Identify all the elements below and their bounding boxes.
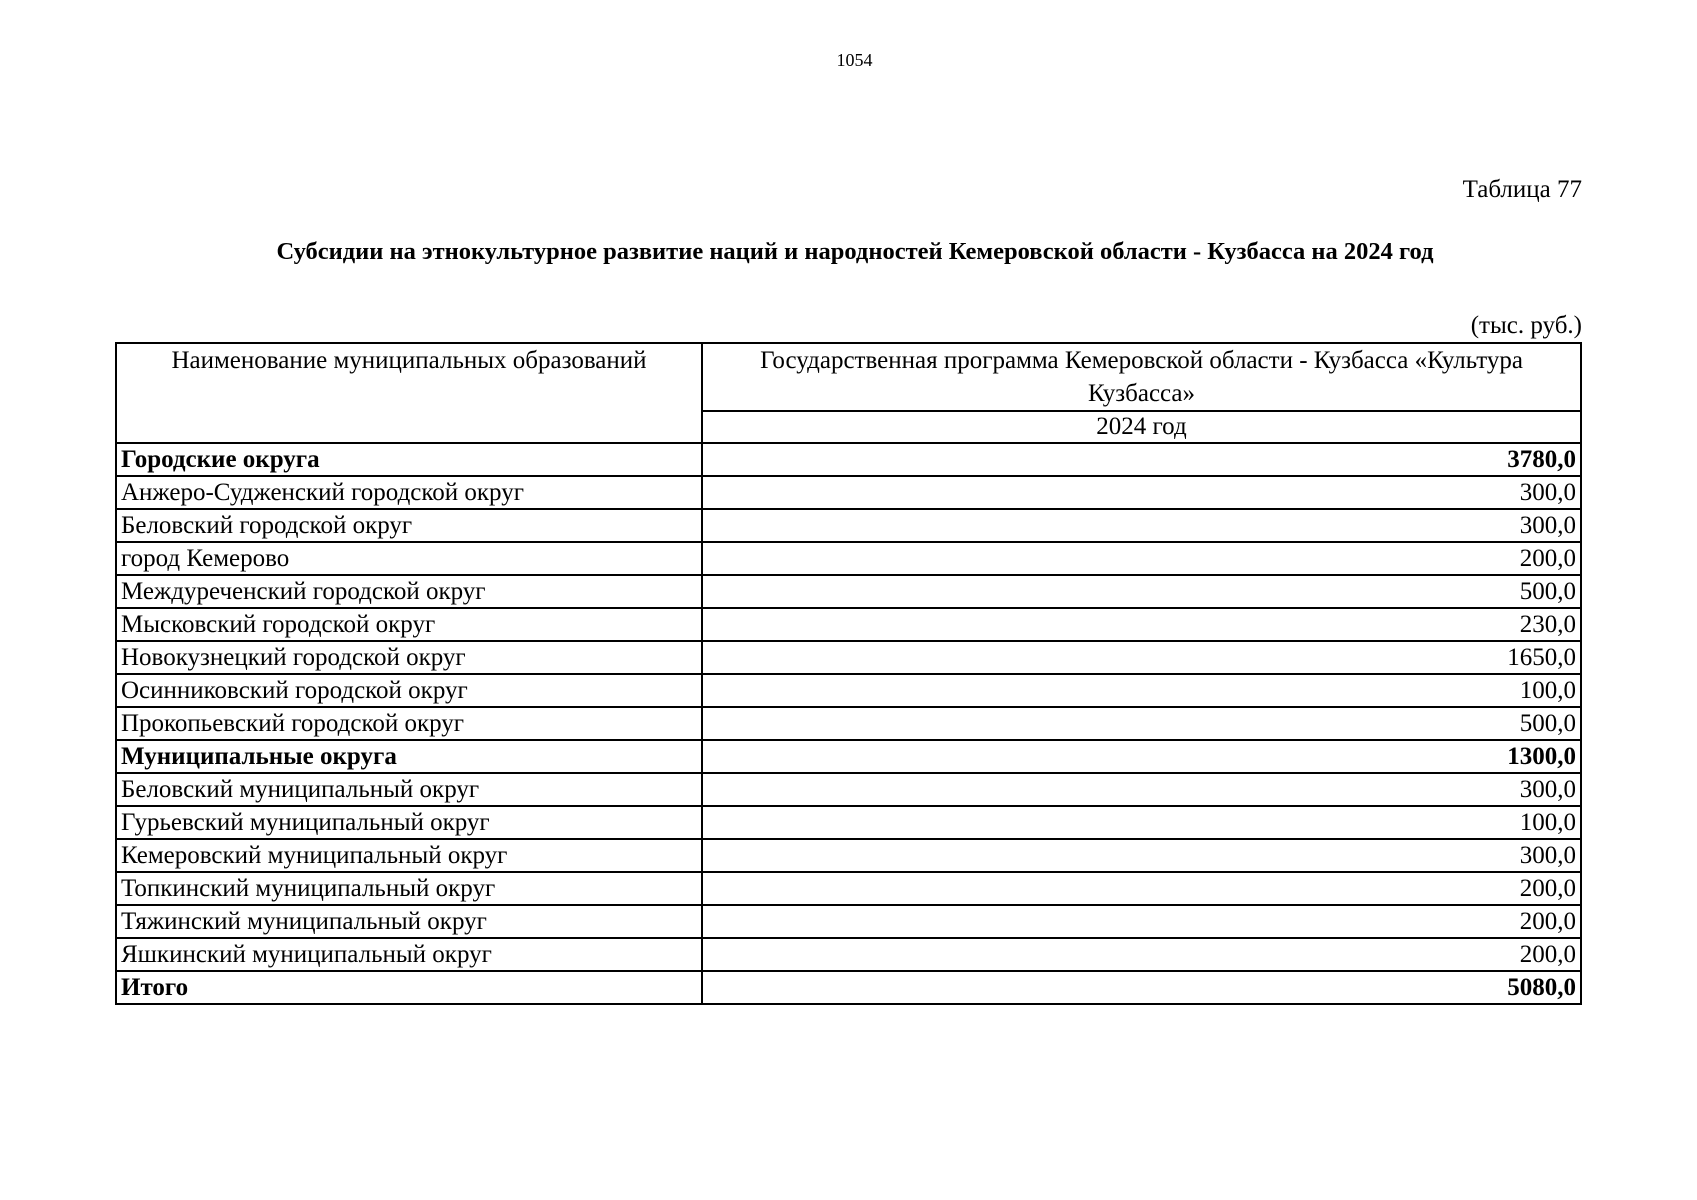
table-row <box>116 773 1581 806</box>
table-row <box>116 707 1581 740</box>
subsidy-amount: 200,0 <box>702 905 1581 938</box>
municipality-name: город Кемерово <box>116 542 702 575</box>
table-row <box>116 839 1581 872</box>
table-label: Таблица 77 <box>1462 176 1582 203</box>
units-label: (тыс. руб.) <box>1470 312 1582 339</box>
municipality-name: Тяжинский муниципальный округ <box>116 905 702 938</box>
subsidy-amount: 300,0 <box>702 839 1581 872</box>
subsidy-amount: 500,0 <box>702 707 1581 740</box>
table-row <box>116 575 1581 608</box>
subsidy-amount: 3780,0 <box>702 443 1581 476</box>
table-row <box>116 509 1581 542</box>
table-row <box>116 872 1581 905</box>
municipality-name: Беловский городской округ <box>116 509 702 542</box>
subsidy-amount: 300,0 <box>702 476 1581 509</box>
subsidy-amount: 300,0 <box>702 509 1581 542</box>
table-row <box>116 641 1581 674</box>
table-row <box>116 905 1581 938</box>
table-row <box>116 608 1581 641</box>
header-program-column: Государственная программа Кемеровской области - Кузбасса «Культура Кузбасса» <box>702 343 1581 411</box>
group-row <box>116 740 1581 773</box>
municipality-name: Новокузнецкий городской округ <box>116 641 702 674</box>
table-row <box>116 674 1581 707</box>
municipality-name: Междуреченский городской округ <box>116 575 702 608</box>
total-label: Итого <box>116 971 702 1004</box>
subsidy-amount: 230,0 <box>702 608 1581 641</box>
total-row <box>116 971 1581 1004</box>
table-row <box>116 476 1581 509</box>
subsidy-amount: 300,0 <box>702 773 1581 806</box>
subsidy-amount: 200,0 <box>702 542 1581 575</box>
municipality-name: Яшкинский муниципальный округ <box>116 938 702 971</box>
table-row <box>116 938 1581 971</box>
header-name-column: Наименование муниципальных образований <box>116 343 702 443</box>
subsidy-amount: 200,0 <box>702 938 1581 971</box>
municipality-name: Мысковский городской округ <box>116 608 702 641</box>
table-row <box>116 542 1581 575</box>
subsidies-table <box>115 342 1582 1005</box>
municipality-name: Топкинский муниципальный округ <box>116 872 702 905</box>
municipality-name: Осинниковский городской округ <box>116 674 702 707</box>
municipality-name: Кемеровский муниципальный округ <box>116 839 702 872</box>
document-title: Субсидии на этнокультурное развитие наций и народностей Кемеровской области - Кузбасса на 2024 год <box>276 238 1434 265</box>
municipality-name: Прокопьевский городской округ <box>116 707 702 740</box>
subsidy-amount: 200,0 <box>702 872 1581 905</box>
table-row <box>116 806 1581 839</box>
municipality-name: Гурьевский муниципальный округ <box>116 806 702 839</box>
subsidy-amount: 1650,0 <box>702 641 1581 674</box>
subsidy-amount: 500,0 <box>702 575 1581 608</box>
page-number: 1054 <box>836 50 873 70</box>
subsidy-amount: 100,0 <box>702 674 1581 707</box>
municipality-name: Анжеро-Судженский городской округ <box>116 476 702 509</box>
table-header-row <box>116 343 1581 411</box>
subsidy-amount: 1300,0 <box>702 740 1581 773</box>
subsidy-amount: 100,0 <box>702 806 1581 839</box>
table-body <box>116 443 1581 971</box>
municipality-name: Городские округа <box>116 443 702 476</box>
group-row <box>116 443 1581 476</box>
header-year-column: 2024 год <box>702 411 1581 443</box>
municipality-name: Муниципальные округа <box>116 740 702 773</box>
total-value: 5080,0 <box>702 971 1581 1004</box>
municipality-name: Беловский муниципальный округ <box>116 773 702 806</box>
